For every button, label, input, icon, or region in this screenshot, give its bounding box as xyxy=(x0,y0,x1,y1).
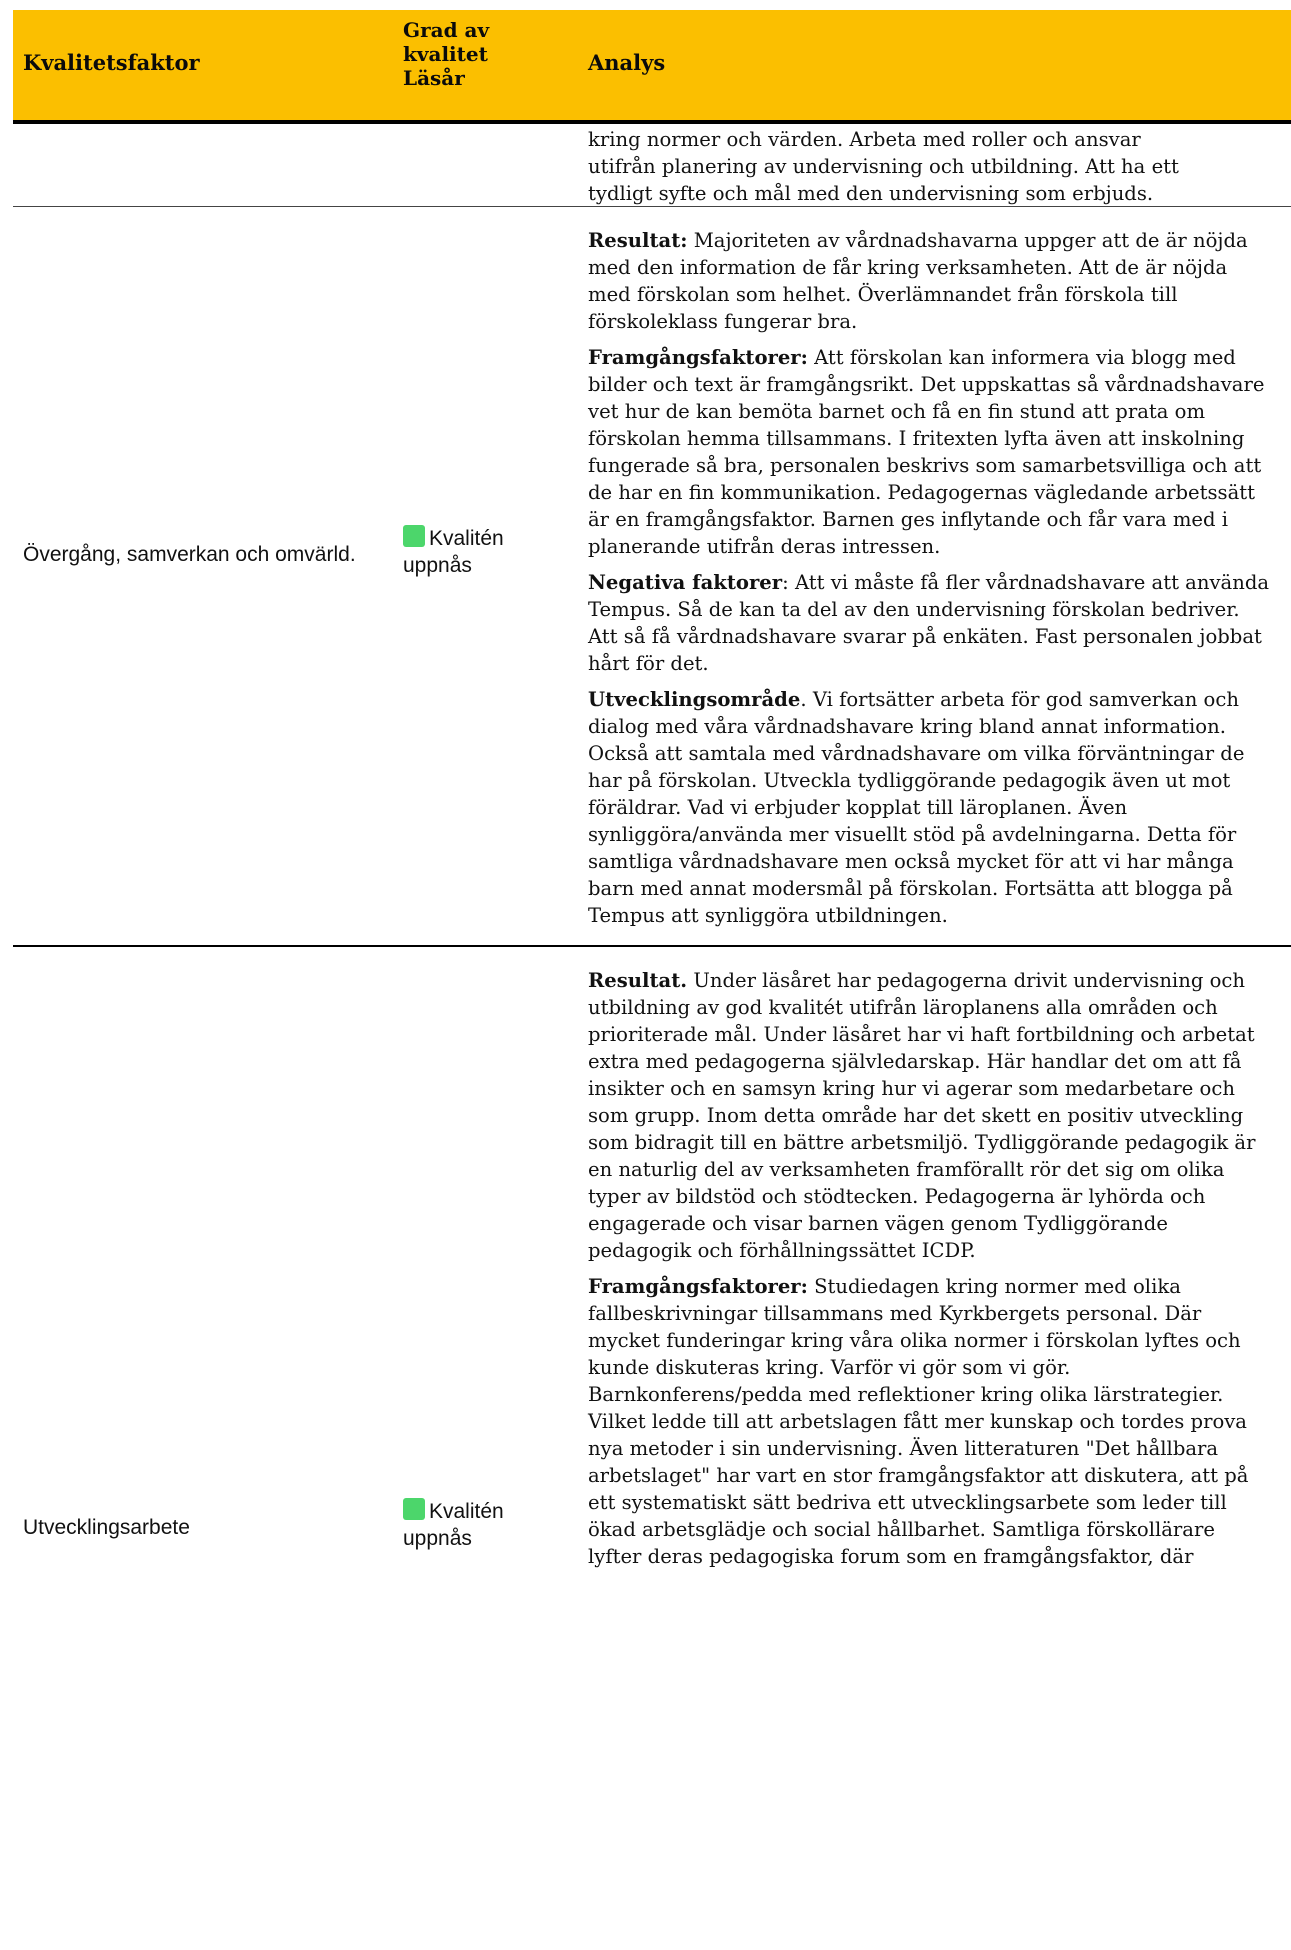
header-grad-line: Läsår xyxy=(403,66,465,90)
paragraph-label: Resultat. xyxy=(588,969,688,992)
paragraph-text: : Att vi måste få fler vårdnadshavare att använda Tempus. Så de kan ta del av den undervisning förskolan bedriver. Att så få vårdnadshavare svarar på enkäten. Fast personalen jobbat hårt för det. xyxy=(588,571,1270,675)
analys-paragraph xyxy=(588,967,1274,1264)
status-label: uppnås xyxy=(403,554,472,577)
paragraph-label: Utvecklingsområde xyxy=(588,688,801,711)
status-cell xyxy=(403,1498,583,1552)
analys-paragraph xyxy=(588,227,1274,335)
analys-paragraph xyxy=(588,344,1274,560)
table-row-overgang xyxy=(13,207,1291,945)
paragraph-label: Framgångsfaktorer: xyxy=(588,346,808,369)
paragraph-label: Negativa faktorer xyxy=(588,571,783,594)
analys-paragraph xyxy=(588,569,1274,677)
header-grad-line: Grad av xyxy=(403,18,490,42)
paragraph-label: Resultat: xyxy=(588,229,688,252)
paragraph-text: Studiedagen kring normer med olika fallbeskrivningar tillsammans med Kyrkbergets personal. Där mycket funderingar kring våra olika normer i förskolan lyftes och kunde diskuteras kring. Varför vi gör som vi gör. Barnkonferens/pedda med reflektioner kring olika lärstrategier. Vilket ledde till att arbetslagen fått mer kunskap och tordes prova nya metoder i sin undervisning. Även litteraturen "Det hållbara arbetslaget" har vart en stor framgångsfaktor att diskutera, att på ett systematiskt sätt bedriva ett utvecklingsarbete som leder till ökad arbetsglädje och social hållbarhet. Samtliga förskollärare lyfter deras pedagogiska forum som en framgångsfaktor, där xyxy=(588,1275,1249,1568)
analys-paragraph xyxy=(588,1273,1274,1570)
header-grad-av-kvalitet xyxy=(403,18,513,90)
table-row-continued xyxy=(13,124,1291,206)
analys-cell xyxy=(588,124,1274,207)
analys-cell xyxy=(588,207,1274,929)
paragraph-text: . Vi fortsätter arbeta för god samverkan och dialog med våra vårdnadshavare kring bland annat information. Också att samtala med vårdnadshavare om vilka förväntningar de har på förskolan. Utveckla tydliggörande pedagogik även ut mot föräldrar. Vad vi erbjuder kopplat till läroplanen. Även synliggöra/använda mer visuellt stöd på avdelningarna. Detta för samtliga vårdnadshavare men också mycket för att vi har många barn med annat modersmål på förskolan. Fortsätta att blogga på Tempus att synliggöra utbildningen. xyxy=(588,688,1245,927)
status-label: uppnås xyxy=(403,1527,472,1550)
status-cell xyxy=(403,525,583,579)
paragraph-label: Framgångsfaktorer: xyxy=(588,1275,808,1298)
table-row-utvecklingsarbete xyxy=(13,947,1291,1847)
header-analys: Analys xyxy=(588,50,666,75)
status-label: Kvalitén xyxy=(429,527,504,550)
analys-paragraph xyxy=(588,686,1274,929)
analys-cell xyxy=(588,947,1274,1570)
analys-line: tydligt syfte och mål med den undervisning som erbjuds. xyxy=(588,182,1154,205)
analys-line: kring normer och värden. Arbeta med roller och ansvar xyxy=(588,128,1141,151)
status-label: Kvalitén xyxy=(429,1500,504,1523)
paragraph-text: Att förskolan kan informera via blogg med bilder och text är framgångsrikt. Det uppskattas så vårdnadshavare vet hur de kan bemöta barnet och få en fin stund att prata om förskolan hemma tillsammans. I fritexten lyfta även att inskolning fungerade så bra, personalen beskrivs som samarbetsvilliga och att de har en fin kommunikation. Pedagogernas vägledande arbetssätt är en framgångsfaktor. Barnen ges inflytande och får vara med i planerande utifrån deras intressen. xyxy=(588,346,1265,558)
paragraph-text: Under läsåret har pedagogerna drivit undervisning och utbildning av god kvalitét utifrån läroplanens alla områden och prioriterade mål. Under läsåret har vi haft fortbildning och arbetat extra med pedagogerna självledarskap. Här handlar det om att få insikter och en samsyn kring hur vi agerar som medarbetare och som grupp. Inom detta område har det skett en positiv utveckling som bidragit till en bättre arbetsmiljö. Tydliggörande pedagogik är en naturlig del av verksamheten framförallt rör det sig om olika typer av bildstöd och stödtecken. Pedagogerna är lyhörda och engagerade och visar barnen vägen genom Tydliggörande pedagogik och förhållningssättet ICDP. xyxy=(588,969,1256,1262)
green-status-icon xyxy=(403,1498,425,1520)
analys-line: utifrån planering av undervisning och utbildning. Att ha ett xyxy=(588,155,1179,178)
quality-table xyxy=(13,10,1291,1847)
green-status-icon xyxy=(403,525,425,547)
header-grad-line: kvalitet xyxy=(403,42,488,66)
paragraph-text: Majoriteten av vårdnadshavarna uppger att de är nöjda med den information de får kring verksamheten. Att de är nöjda med förskolan som helhet. Överlämnandet från förskola till förskoleklass fungerar bra. xyxy=(588,229,1248,333)
header-kvalitetsfaktor: Kvalitetsfaktor xyxy=(23,50,200,75)
table-header xyxy=(13,10,1291,124)
factor-cell: Utvecklingsarbete xyxy=(23,1516,190,1539)
factor-cell: Övergång, samverkan och omvärld. xyxy=(23,543,356,566)
